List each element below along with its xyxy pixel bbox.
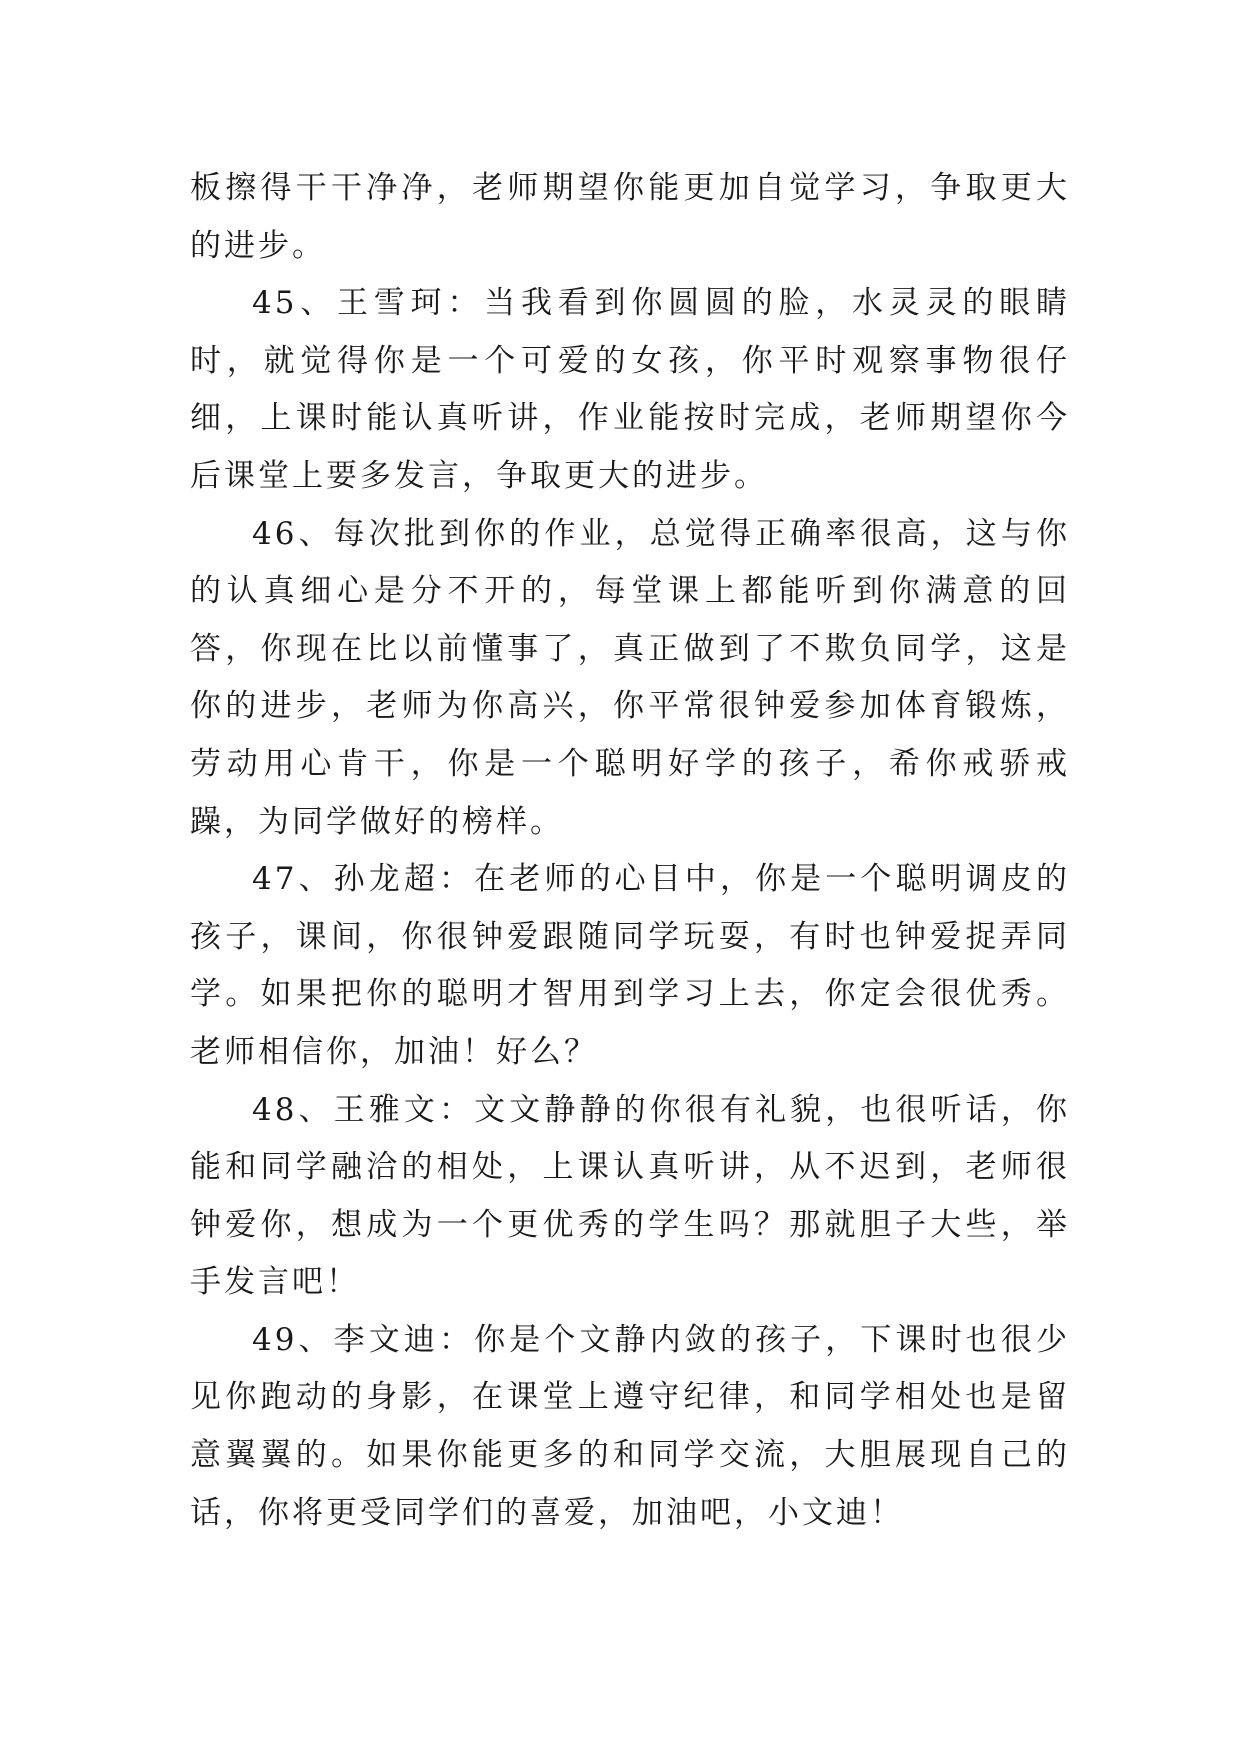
paragraph-continuation: 板擦得干干净净，老师期望你能更加自觉学习，争取更大的进步。	[190, 170, 1070, 264]
paragraph-comment-47: 47、孙龙超：在老师的心目中，你是一个聪明调皮的孩子，课间，你很钟爱跟随同学玩耍，有时也钟爱捉弄同学。如果把你的聪明才智用到学习上去，你定会很优秀。老师相信你，加油！好么？	[190, 861, 1070, 1070]
paragraph-comment-45: 45、王雪珂：当我看到你圆圆的脸，水灵灵的眼睛时，就觉得你是一个可爱的女孩，你平时观察事物很仔细，上课时能认真听讲，作业能按时完成，老师期望你今后课堂上要多发言，争取更大的进步。	[190, 285, 1070, 494]
paragraph-comment-48: 48、王雅文：文文静静的你很有礼貌，也很听话，你能和同学融洽的相处，上课认真听讲，从不迟到，老师很钟爱你，想成为一个更优秀的学生吗？那就胆子大些，举手发言吧！	[190, 1091, 1070, 1301]
paragraph-comment-49: 49、李文迪：你是个文静内敛的孩子，下课时也很少见你跑动的身影，在课堂上遵守纪律，和同学相处也是留意翼翼的。如果你能更多的和同学交流，大胆展现自己的话，你将更受同学们的喜爱，加油吧，小文迪！	[190, 1321, 1070, 1531]
paragraph-comment-46: 46、每次批到你的作业，总觉得正确率很高，这与你的认真细心是分不开的，每堂课上都能听到你满意的回答，你现在比以前懂事了，真正做到了不欺负同学，这是你的进步，老师为你高兴，你平常很钟爱参加体育锻炼，劳动用心肯干，你是一个聪明好学的孩子，希你戒骄戒躁，为同学做好的榜样。	[190, 515, 1070, 840]
document-body	[190, 160, 1070, 1542]
